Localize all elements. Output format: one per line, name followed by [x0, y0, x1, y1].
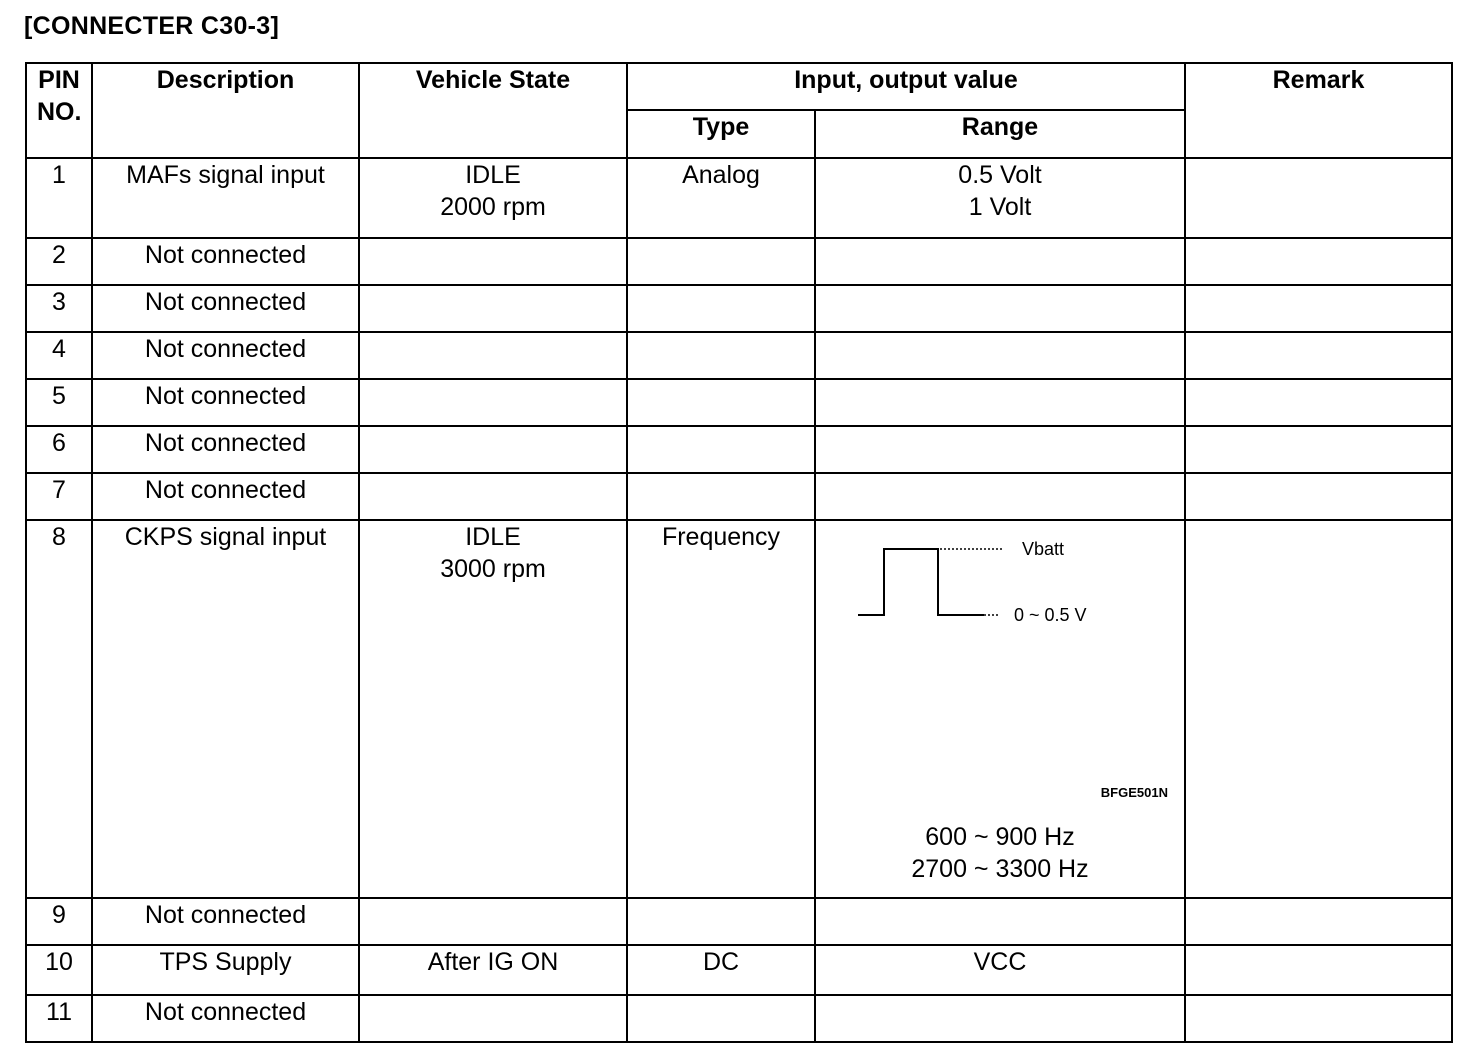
- table-row: [26, 379, 1452, 426]
- range-line: 2700 ~ 3300 Hz: [911, 855, 1089, 883]
- type-cell: [627, 898, 815, 945]
- type-cell: [627, 426, 815, 473]
- range-cell: [815, 995, 1185, 1042]
- connector-pin-table: [25, 62, 1453, 1043]
- description-cell: Not connected: [92, 285, 359, 332]
- range-cell: [815, 285, 1185, 332]
- remark-cell: [1185, 238, 1452, 285]
- remark-cell: [1185, 520, 1452, 898]
- table-row: [26, 285, 1452, 332]
- figure-code: BFGE501N: [1100, 785, 1168, 800]
- vehicle-state-cell: [359, 158, 627, 238]
- description-cell: Not connected: [92, 426, 359, 473]
- range-cell: [815, 332, 1185, 379]
- vehicle-state-cell: [359, 285, 627, 332]
- range-cell: [815, 238, 1185, 285]
- remark-cell: [1185, 995, 1452, 1042]
- description-cell: Not connected: [92, 332, 359, 379]
- pin-number-cell: 2: [26, 238, 92, 285]
- remark-cell: [1185, 158, 1452, 238]
- vehicle-state-cell-line: 2000 rpm: [440, 193, 546, 221]
- type-cell: DC: [627, 945, 815, 995]
- table-row: [26, 332, 1452, 379]
- remark-cell: [1185, 285, 1452, 332]
- pin-number-cell: 10: [26, 945, 92, 995]
- vehicle-state-cell: [359, 945, 627, 995]
- pin-number-cell: 9: [26, 898, 92, 945]
- description-cell: Not connected: [92, 379, 359, 426]
- remark-cell: [1185, 332, 1452, 379]
- type-cell: [627, 332, 815, 379]
- range-cell: [815, 898, 1185, 945]
- table-row: [26, 520, 1452, 898]
- description-cell: Not connected: [92, 995, 359, 1042]
- remark-cell: [1185, 945, 1452, 995]
- header-vehicle-state: Vehicle State: [359, 63, 627, 158]
- range-cell: [815, 158, 1185, 238]
- table-row: [26, 473, 1452, 520]
- header-remark: Remark: [1185, 63, 1452, 158]
- range-line: 600 ~ 900 Hz: [925, 823, 1075, 851]
- frequency-range-lines: [816, 821, 1184, 885]
- vehicle-state-cell: [359, 520, 627, 898]
- high-level-label: Vbatt: [1022, 539, 1065, 559]
- type-cell: [627, 379, 815, 426]
- vehicle-state-cell: [359, 995, 627, 1042]
- low-level-label: 0 ~ 0.5 V: [1014, 605, 1087, 625]
- vehicle-state-cell-line: IDLE: [465, 161, 521, 189]
- description-cell: Not connected: [92, 238, 359, 285]
- vehicle-state-cell: [359, 426, 627, 473]
- vehicle-state-cell: [359, 379, 627, 426]
- table-row: [26, 158, 1452, 238]
- table-row: [26, 995, 1452, 1042]
- description-cell: TPS Supply: [92, 945, 359, 995]
- vehicle-state-cell-line: After IG ON: [427, 948, 559, 976]
- pin-number-cell: 7: [26, 473, 92, 520]
- pin-number-cell: 5: [26, 379, 92, 426]
- description-cell: Not connected: [92, 898, 359, 945]
- type-cell: Frequency: [627, 520, 815, 898]
- header-type: Type: [627, 110, 815, 158]
- vehicle-state-cell: [359, 898, 627, 945]
- range-cell: [815, 473, 1185, 520]
- type-cell: [627, 995, 815, 1042]
- remark-cell: [1185, 379, 1452, 426]
- pin-number-cell: 1: [26, 158, 92, 238]
- square-wave-diagram: [816, 521, 1184, 821]
- range-cell: [815, 520, 1185, 898]
- type-cell: Analog: [627, 158, 815, 238]
- vehicle-state-cell: [359, 473, 627, 520]
- page-title: [CONNECTER C30-3]: [24, 12, 280, 40]
- pin-number-cell: 8: [26, 520, 92, 898]
- description-cell: MAFs signal input: [92, 158, 359, 238]
- table-row: [26, 898, 1452, 945]
- vehicle-state-cell: [359, 238, 627, 285]
- vehicle-state-cell-line: 3000 rpm: [440, 555, 546, 583]
- header-range: Range: [815, 110, 1185, 158]
- remark-cell: [1185, 426, 1452, 473]
- pin-number-cell: 6: [26, 426, 92, 473]
- table-row: [26, 426, 1452, 473]
- range-cell-line: VCC: [973, 948, 1027, 976]
- range-cell: [815, 379, 1185, 426]
- pin-number-cell: 3: [26, 285, 92, 332]
- pin-number-cell: 4: [26, 332, 92, 379]
- vehicle-state-cell-line: IDLE: [465, 523, 521, 551]
- description-cell: CKPS signal input: [92, 520, 359, 898]
- remark-cell: [1185, 898, 1452, 945]
- type-cell: [627, 285, 815, 332]
- range-cell: [815, 426, 1185, 473]
- vehicle-state-cell: [359, 332, 627, 379]
- table-row: [26, 238, 1452, 285]
- type-cell: [627, 473, 815, 520]
- remark-cell: [1185, 473, 1452, 520]
- type-cell: [627, 238, 815, 285]
- header-description: Description: [92, 63, 359, 158]
- header-io-value: Input, output value: [627, 63, 1185, 110]
- pin-number-cell: 11: [26, 995, 92, 1042]
- square-wave-trace: [858, 549, 984, 615]
- range-cell-line: 0.5 Volt: [958, 161, 1042, 189]
- header-pin-no: PIN NO.: [26, 63, 92, 158]
- description-cell: Not connected: [92, 473, 359, 520]
- range-cell-line: 1 Volt: [968, 193, 1032, 221]
- table-body: [26, 158, 1452, 1042]
- range-waveform-block: [816, 521, 1184, 891]
- table-row: [26, 945, 1452, 995]
- range-cell: [815, 945, 1185, 995]
